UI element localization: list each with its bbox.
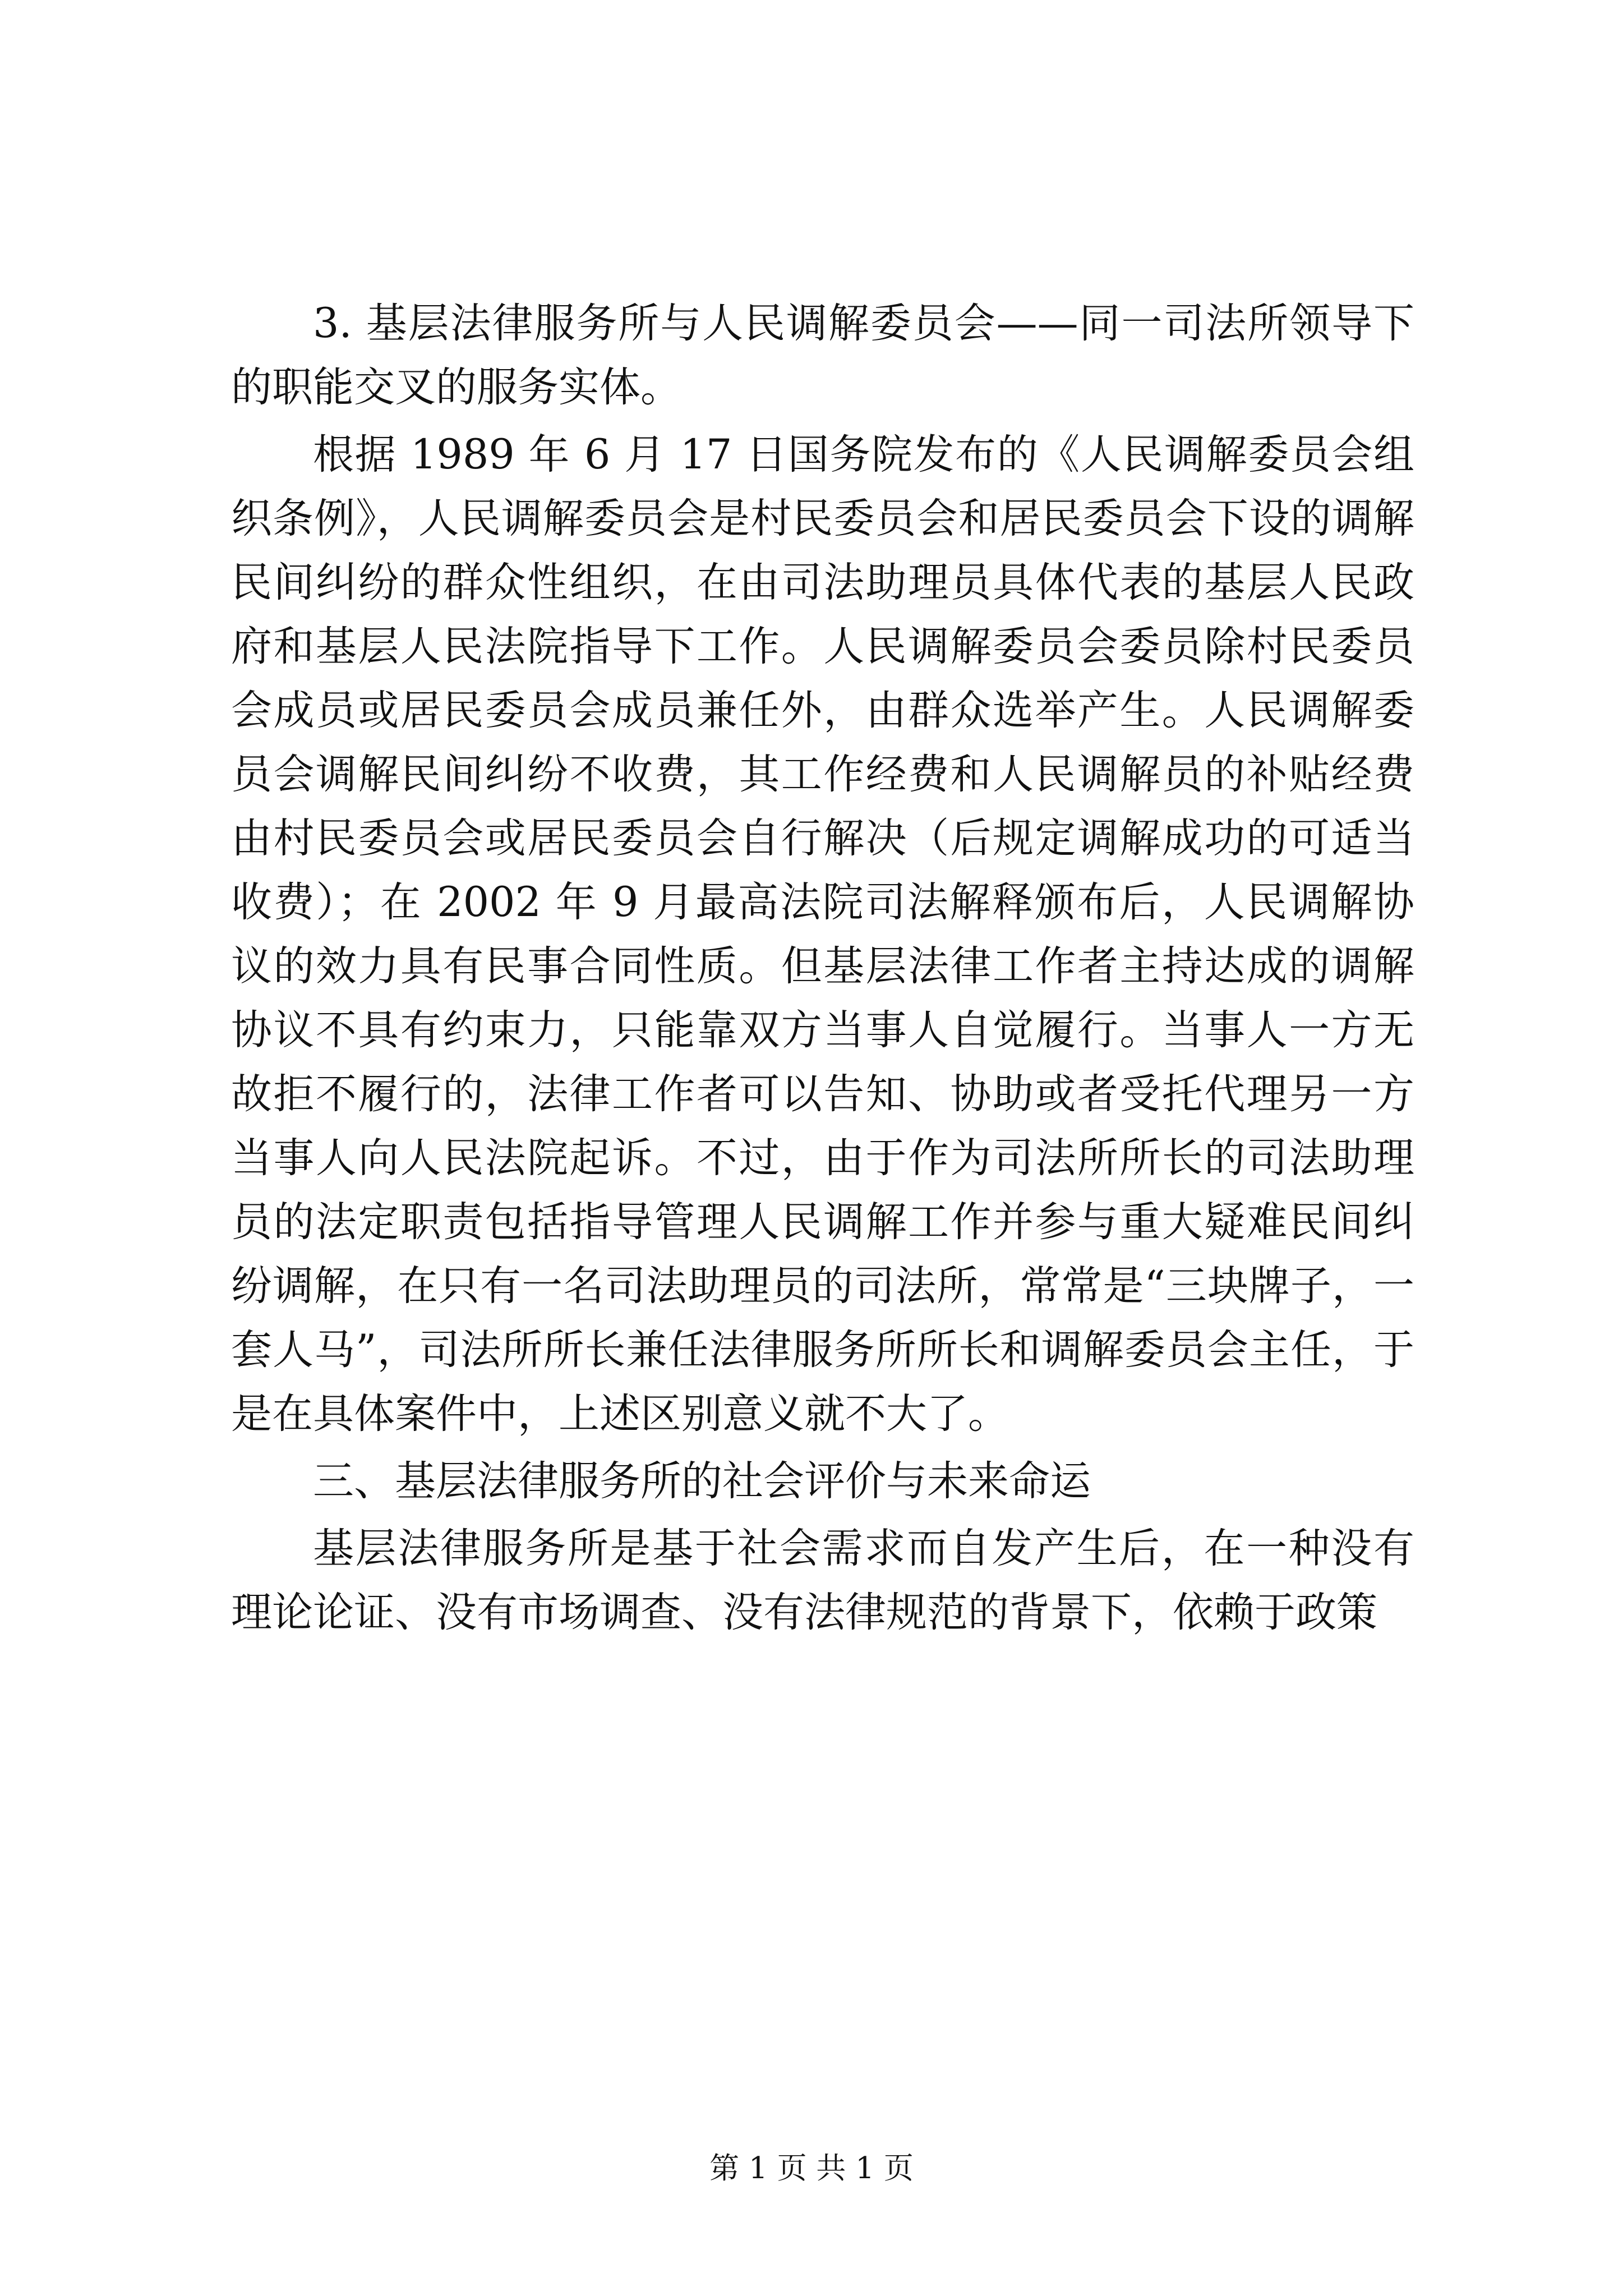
section-heading-3: 三、基层法律服务所的社会评价与未来命运 [313,1457,1091,1505]
paragraph-social-evaluation: 基层法律服务所是基于社会需求而自发产生后，在一种没有理论论证、没有市场调查、没有法律规范的背景下，依赖于政策 [231,1525,1414,1636]
page-footer: 第 1 页 共 1 页 [709,2151,914,2185]
document-body [231,292,1414,1645]
paragraph-section-3: 3. 基层法律服务所与人民调解委员会——同一司法所领导下的职能交叉的服务实体。 [231,300,1414,411]
paragraph-mediation-regulation: 根据 1989 年 6 月 17 日国务院发布的《人民调解委员会组织条例》，人民调解委员会是村民委员会和居民委员会下设的调解民间纠纷的群众性组织，在由司法助理员具体代表的基层人民政府和基层人民法院指导下工作。人民调解委员会委员除村民委员会成员或居民委员会成员兼任外，由群众选举产生。人民调解委员会调解民间纠纷不收费，其工作经费和人民调解员的补贴经费由村民委员会或居民委员会自行解决（后规定调解成功的可适当收费）；在 2002 年 9 月最高法院司法解释颁布后，人民调解协议的效力具有民事合同性质。但基层法律工作者主持达成的调解协议不具有约束力，只能靠双方当事人自觉履行。当事人一方无故拒不履行的，法律工作者可以告知、协助或者受托代理另一方当事人向人民法院起诉。不过，由于作为司法所所长的司法助理员的法定职责包括指导管理人民调解工作并参与重大疑难民间纠纷调解，在只有一名司法助理员的司法所，常常是“三块牌子，一套人马”，司法所所长兼任法律服务所所长和调解委员会主任，于是在具体案件中，上述区别意义就不大了。 [231,431,1414,1438]
